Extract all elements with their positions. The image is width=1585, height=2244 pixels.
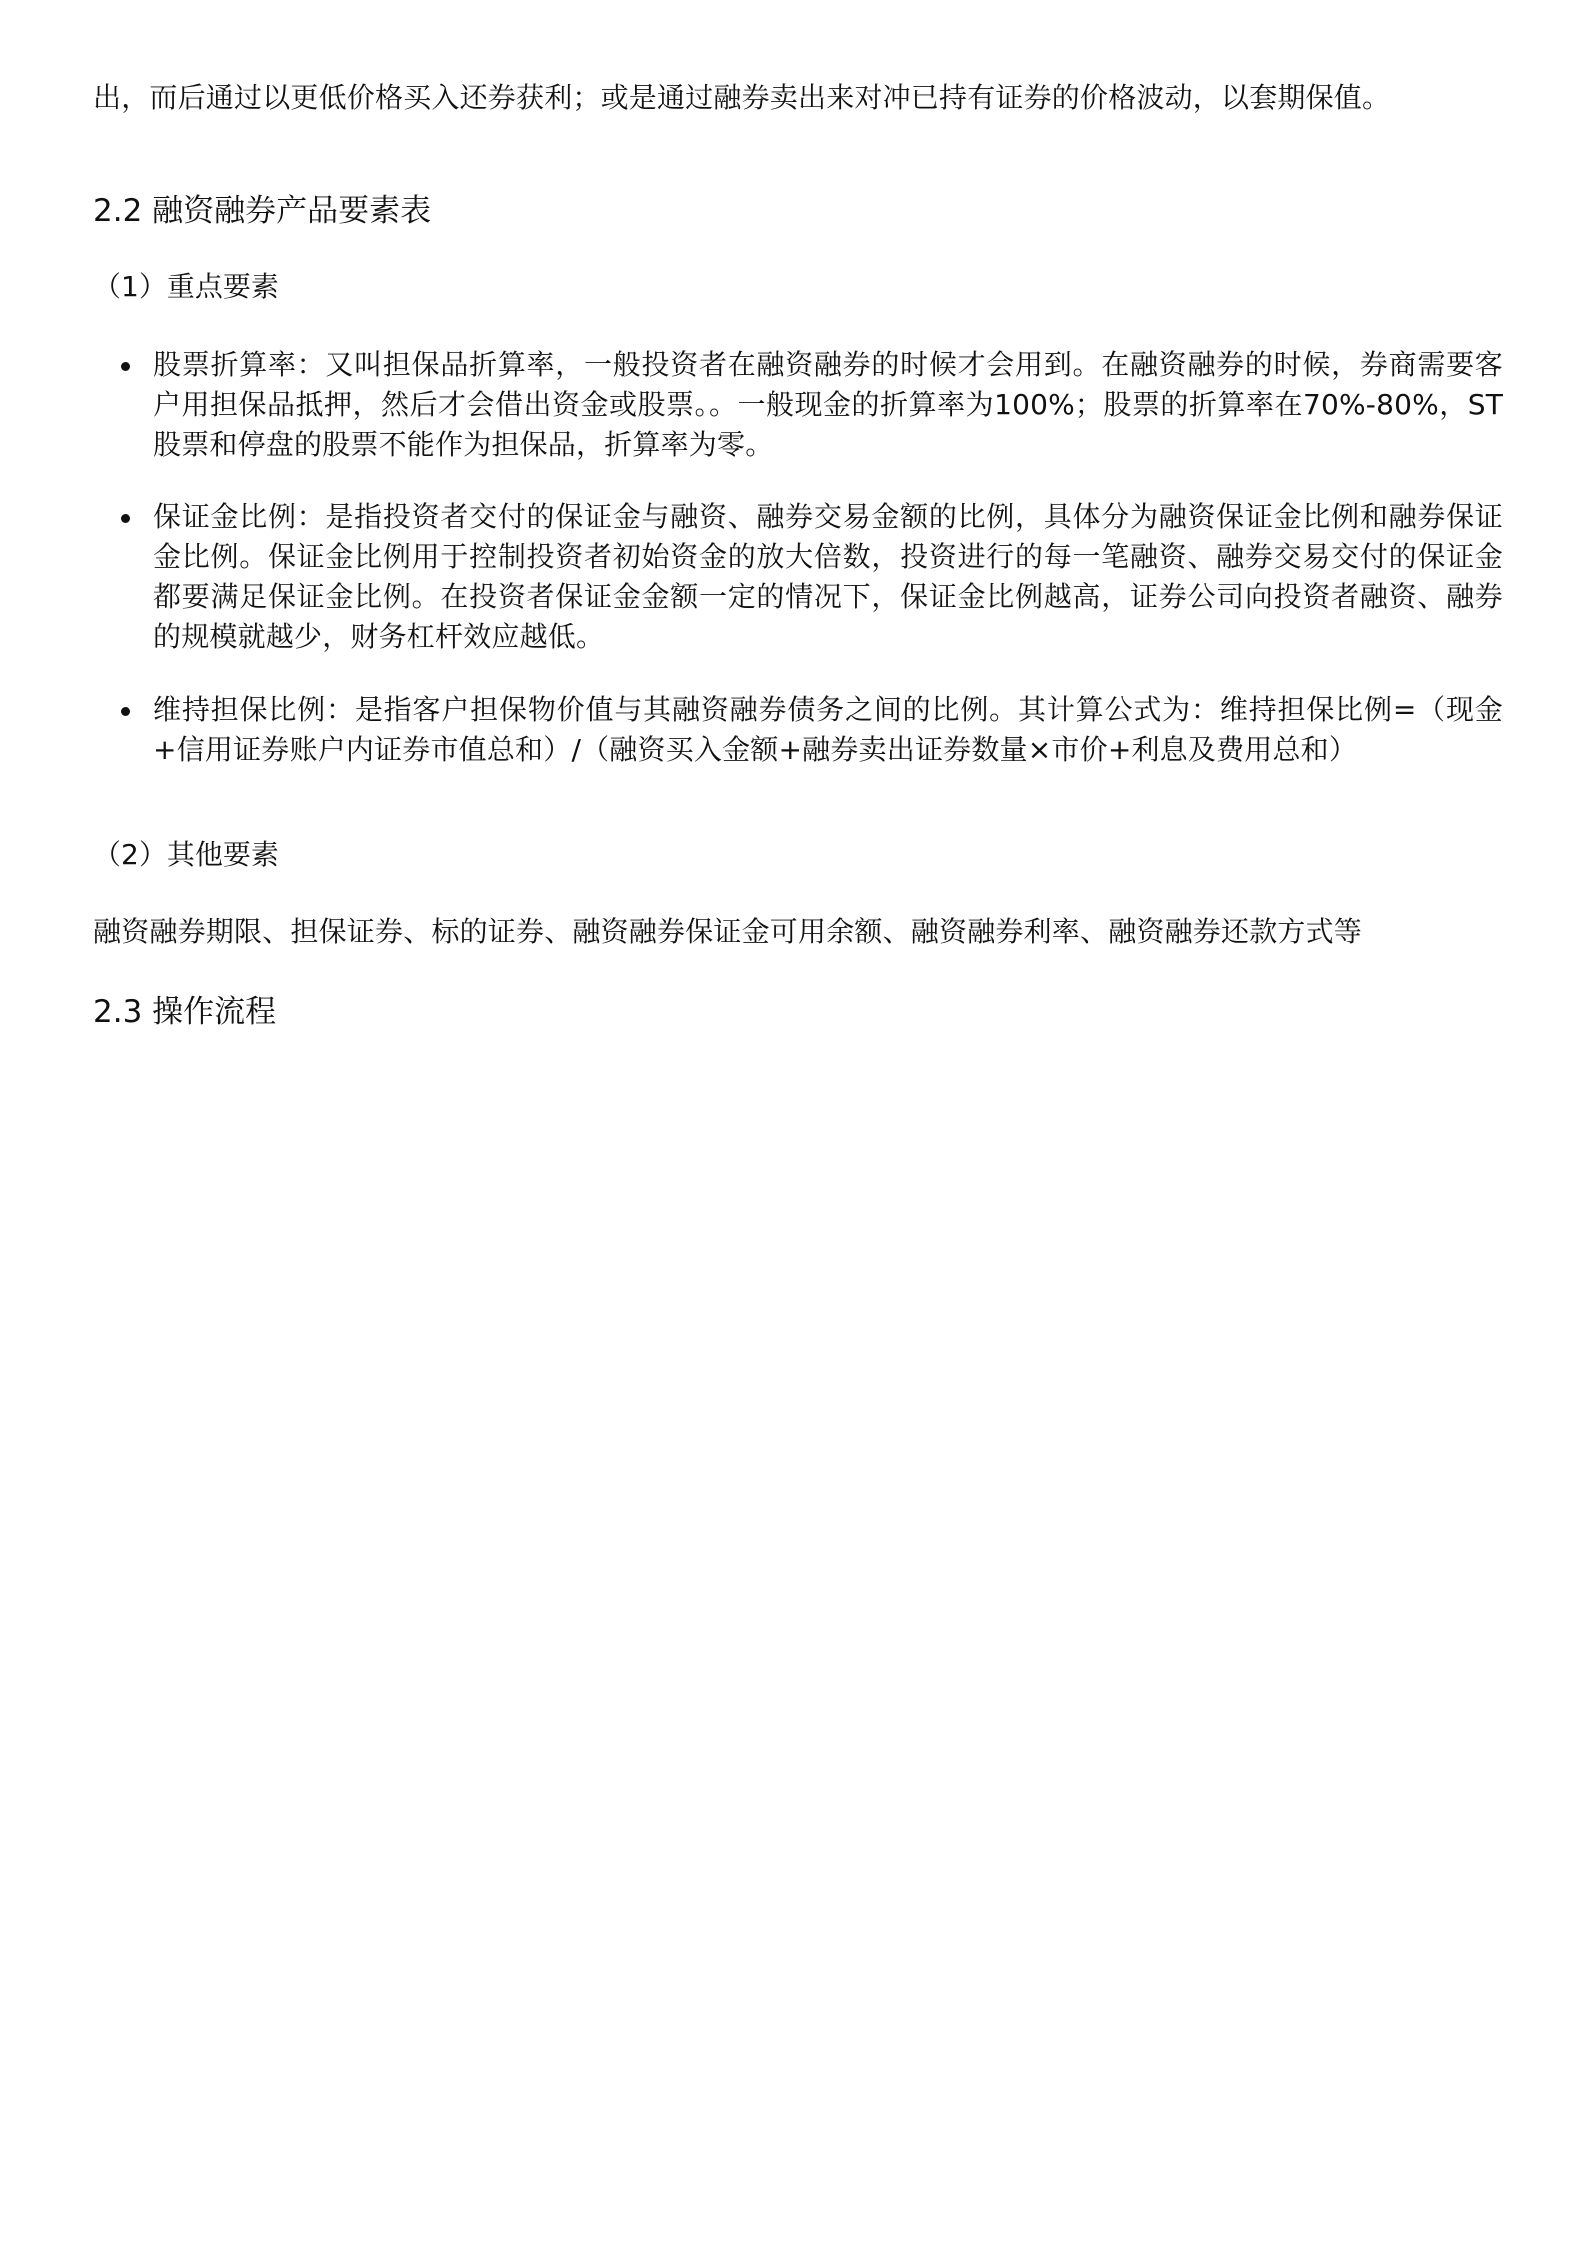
list-item-margin-ratio — [93, 497, 1503, 657]
list-item-text: 股票折算率：又叫担保品折算率，一般投资者在融资融券的时候才会用到。在融资融券的时候，券商需要客户用担保品抵押，然后才会借出资金或股票。。一般现金的折算率为100%；股票的折算率在70%-80%，ST股票和停盘的股票不能作为担保品，折算率为零。 — [153, 348, 1503, 461]
list-item-maintenance-ratio — [93, 690, 1503, 770]
other-elements-text: 融资融券期限、担保证券、标的证券、融资融券保证金可用余额、融资融券利率、融资融券还款方式等 — [93, 915, 1363, 948]
bullet-icon — [121, 707, 130, 716]
list-item-text: 维持担保比例：是指客户担保物价值与其融资融券债务之间的比例。其计算公式为：维持担保比例=（现金+信用证券账户内证券市值总和）/（融资买入金额+融券卖出证券数量×市价+利息及费用总和） — [153, 693, 1503, 766]
bullet-icon — [121, 362, 130, 371]
list-item-conversion-rate — [93, 345, 1503, 465]
bullet-icon — [121, 514, 130, 523]
intro-paragraph: 出，而后通过以更低价格买入还券获利；或是通过融券卖出来对冲已持有证券的价格波动，以套期保值。 — [93, 81, 1391, 114]
other-elements-label: （2）其他要素 — [93, 838, 279, 871]
list-item-text: 保证金比例：是指投资者交付的保证金与融资、融券交易金额的比例，具体分为融资保证金比例和融券保证金比例。保证金比例用于控制投资者初始资金的放大倍数，投资进行的每一笔融资、融券交易交付的保证金都要满足保证金比例。在投资者保证金金额一定的情况下，保证金比例越高，证券公司向投资者融资、融券的规模就越少，财务杠杆效应越低。 — [153, 500, 1503, 653]
key-elements-label: （1）重点要素 — [93, 270, 279, 303]
section-2-3-heading: 2.3 操作流程 — [93, 994, 277, 1030]
section-2-2-heading: 2.2 融资融券产品要素表 — [93, 193, 432, 229]
